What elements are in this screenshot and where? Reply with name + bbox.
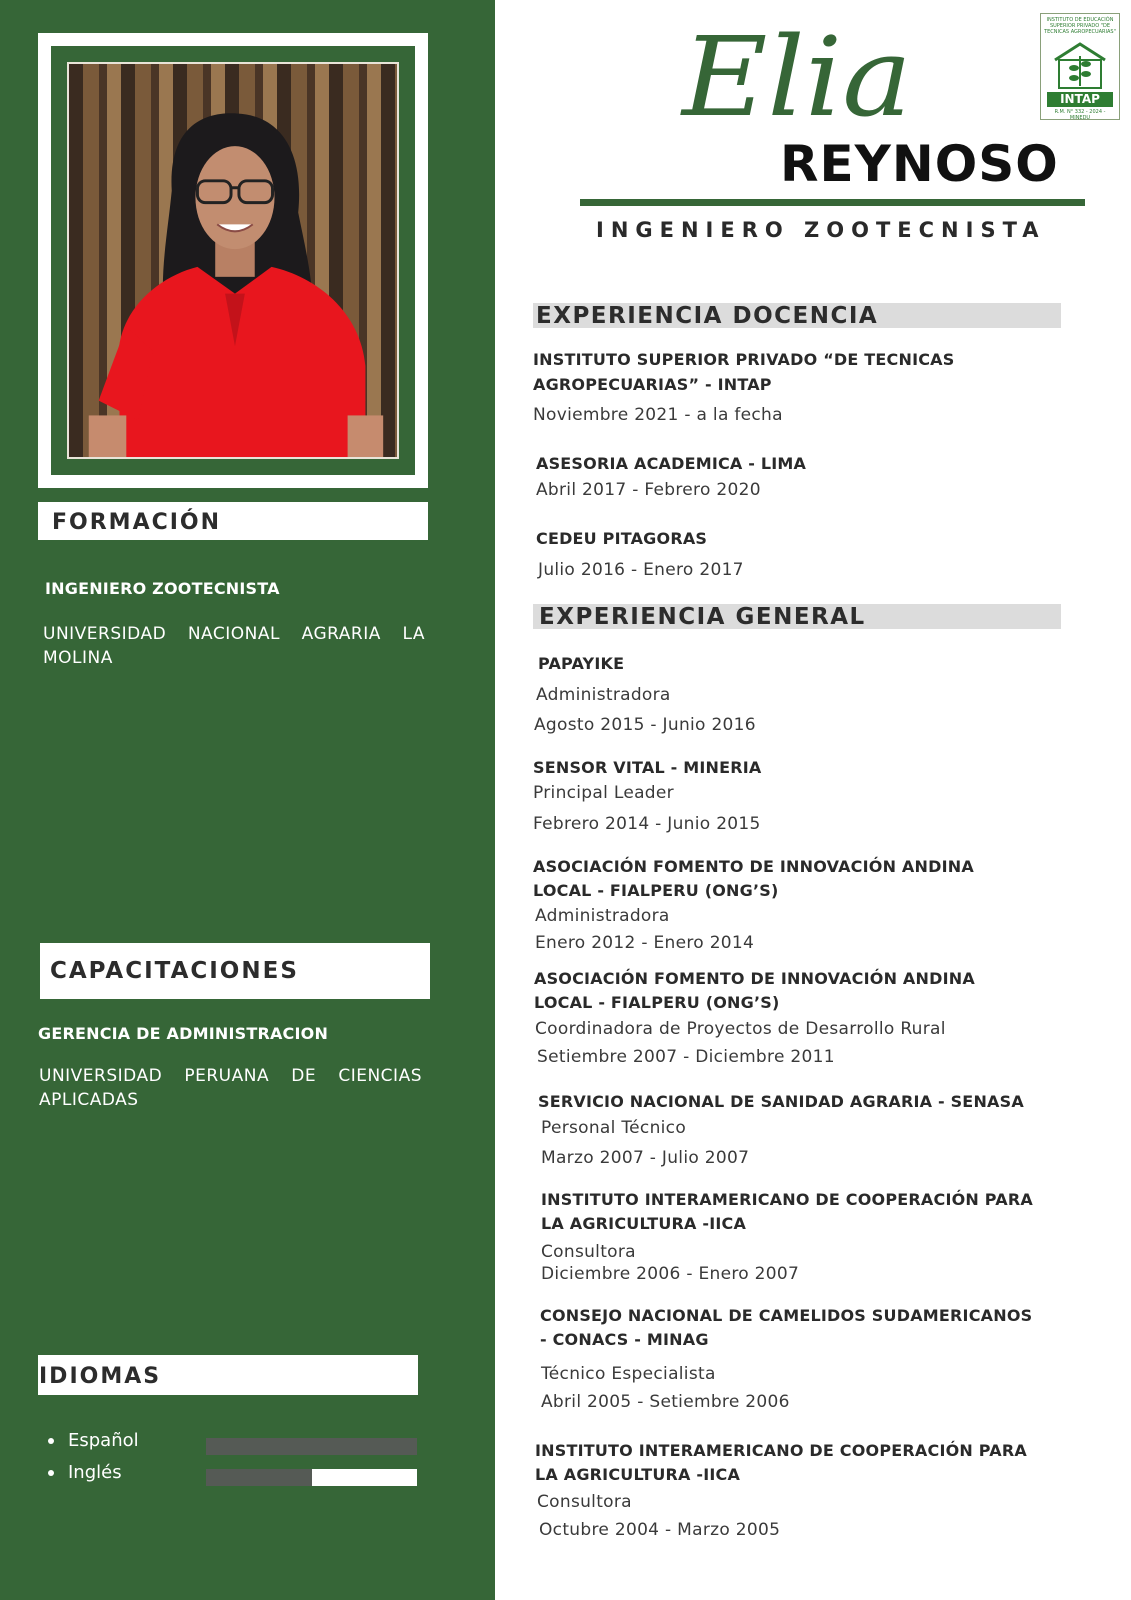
job-org: SENSOR VITAL - MINERIA xyxy=(533,758,762,777)
header-divider xyxy=(580,199,1085,206)
sidebar xyxy=(0,0,495,1600)
intap-logo: INSTITUTO DE EDUCACIÓN SUPERIOR PRIVADO "DE TECNICAS AGROPECUARIAS" INTAP R.M. N° 332 - 2024 - MINEDU xyxy=(1040,13,1120,120)
job-dates: Abril 2017 - Febrero 2020 xyxy=(536,480,761,500)
job-role: Consultora xyxy=(541,1242,636,1262)
language-item: Español xyxy=(48,1430,139,1451)
job-role: Principal Leader xyxy=(533,783,674,803)
job-org: PAPAYIKE xyxy=(538,654,625,673)
language-level-bar xyxy=(206,1438,417,1455)
profession-title: INGENIERO ZOOTECNISTA xyxy=(596,218,1046,242)
bullet-icon xyxy=(48,1438,54,1444)
job-role: Administradora xyxy=(536,685,671,705)
experiencia-general-title: EXPERIENCIA GENERAL xyxy=(533,604,1061,629)
formacion-institution-line1: UNIVERSIDAD NACIONAL AGRARIA LA xyxy=(43,624,425,644)
job-org: INSTITUTO INTERAMERICANO DE COOPERACIÓN PARA xyxy=(535,1441,1027,1460)
job-org: AGROPECUARIAS” - INTAP xyxy=(533,375,772,394)
photo-inner-border xyxy=(51,46,415,475)
job-org: CONSEJO NACIONAL DE CAMELIDOS SUDAMERICANOS xyxy=(540,1306,1033,1325)
job-dates: Setiembre 2007 - Diciembre 2011 xyxy=(537,1047,835,1067)
job-dates: Febrero 2014 - Junio 2015 xyxy=(533,814,761,834)
job-role: Consultora xyxy=(537,1492,632,1512)
photo-frame xyxy=(38,33,428,488)
job-org: LA AGRICULTURA -IICA xyxy=(541,1214,747,1233)
job-org: INSTITUTO INTERAMERICANO DE COOPERACIÓN PARA xyxy=(541,1190,1033,1209)
language-level-bar xyxy=(206,1469,417,1486)
portrait-illustration xyxy=(69,64,397,457)
job-role: Personal Técnico xyxy=(541,1118,687,1138)
formacion-title: FORMACIÓN xyxy=(38,502,428,540)
job-org: CEDEU PITAGORAS xyxy=(536,529,708,548)
job-org: LOCAL - FIALPERU (ONG’S) xyxy=(533,881,779,900)
job-dates: Diciembre 2006 - Enero 2007 xyxy=(541,1264,800,1284)
job-role: Técnico Especialista xyxy=(541,1364,716,1384)
first-name-signature xyxy=(680,10,920,135)
last-name: REYNOSO xyxy=(780,135,1059,193)
job-dates: Julio 2016 - Enero 2017 xyxy=(538,560,744,580)
job-dates: Noviembre 2021 - a la fecha xyxy=(533,405,783,425)
bullet-icon xyxy=(48,1470,54,1476)
job-role: Coordinadora de Proyectos de Desarrollo Rural xyxy=(535,1019,946,1039)
profile-photo xyxy=(67,62,399,459)
capacitaciones-institution-line2: APLICADAS xyxy=(39,1090,139,1110)
job-org: ASOCIACIÓN FOMENTO DE INNOVACIÓN ANDINA xyxy=(533,857,974,876)
job-dates: Abril 2005 - Setiembre 2006 xyxy=(541,1392,790,1412)
formacion-degree: INGENIERO ZOOTECNISTA xyxy=(45,579,280,598)
idiomas-title: IDIOMAS xyxy=(38,1355,418,1395)
capacitaciones-institution-line1: UNIVERSIDAD PERUANA DE CIENCIAS xyxy=(39,1066,422,1086)
farm-icon xyxy=(1051,38,1109,90)
job-org: LOCAL - FIALPERU (ONG’S) xyxy=(534,993,780,1012)
job-org: SERVICIO NACIONAL DE SANIDAD AGRARIA - SENASA xyxy=(538,1092,1024,1111)
language-item: Inglés xyxy=(48,1462,122,1483)
job-org: INSTITUTO SUPERIOR PRIVADO “DE TECNICAS xyxy=(533,350,955,369)
formacion-institution-line2: MOLINA xyxy=(43,648,113,668)
job-org: - CONACS - MINAG xyxy=(540,1330,709,1349)
language-level-fill xyxy=(206,1438,417,1455)
language-level-fill xyxy=(206,1469,312,1486)
job-dates: Agosto 2015 - Junio 2016 xyxy=(534,715,756,735)
job-dates: Marzo 2007 - Julio 2007 xyxy=(541,1148,750,1168)
job-role: Administradora xyxy=(535,906,670,926)
svg-text:Elia: Elia xyxy=(680,13,912,135)
capacitaciones-title: CAPACITACIONES xyxy=(40,943,430,999)
experiencia-docencia-title: EXPERIENCIA DOCENCIA xyxy=(533,303,1061,328)
job-org: LA AGRICULTURA -IICA xyxy=(535,1465,741,1484)
job-org: ASOCIACIÓN FOMENTO DE INNOVACIÓN ANDINA xyxy=(534,969,975,988)
job-dates: Enero 2012 - Enero 2014 xyxy=(535,933,755,953)
job-dates: Octubre 2004 - Marzo 2005 xyxy=(539,1520,781,1540)
capacitaciones-course: GERENCIA DE ADMINISTRACION xyxy=(38,1024,329,1043)
job-org: ASESORIA ACADEMICA - LIMA xyxy=(536,454,807,473)
